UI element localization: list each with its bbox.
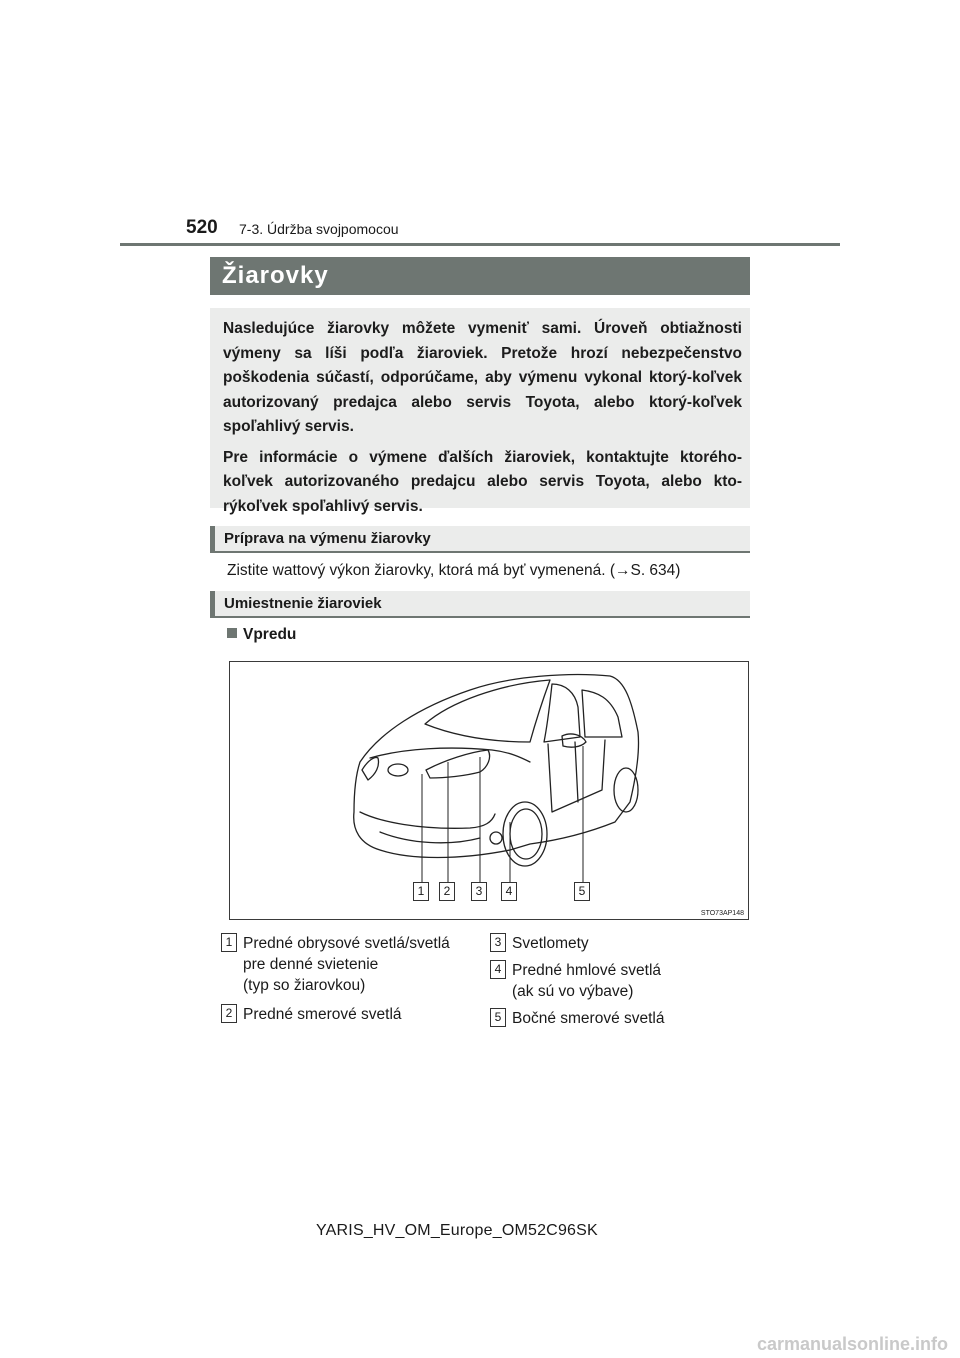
callout-3: 3 <box>471 882 487 901</box>
car-body-outline <box>354 675 639 858</box>
car-rear-wheel <box>614 768 638 812</box>
callout-2: 2 <box>439 882 455 901</box>
front-heading <box>227 626 296 644</box>
legend-text-line: Predné hmlové svetlá <box>512 962 662 979</box>
front-heading-label: Vpredu <box>243 626 297 643</box>
legend-number: 3 <box>490 933 506 952</box>
intro-box <box>210 308 750 515</box>
legend-text-line: Bočné smerové svetlá <box>512 1010 665 1027</box>
legend-item-3 <box>490 933 750 957</box>
intro-paragraph-2: Pre informácie o výmene ďalších žiaroviek, kontaktujte ktorého-koľvek autorizovaného predajcu alebo servis Toyota, alebo kto-rýkoľvek spoľahlivý servis. <box>223 448 742 515</box>
document-footer: YARIS_HV_OM_Europe_OM52C96SK <box>316 1222 598 1239</box>
callout-1: 1 <box>413 882 429 901</box>
car-figure <box>229 661 749 920</box>
car-side-window-front <box>544 684 580 742</box>
car-left-headlight <box>362 758 379 781</box>
intro-paragraph-1: Nasledujúce žiarovky môžete vymeniť sami. Úroveň obtiažnosti výmeny sa líši podľa žiaroviek. Pretože hrozí nebezpečenstvo poškodenia súčastí, odporúčame, aby výmenu vykonal ktorý-koľvek autorizovaný predajca alebo servis Toyota, alebo ktorý-koľvek spoľahlivý servis. <box>223 320 742 435</box>
prep-text: Zistite wattový výkon žiarovky, ktorá má byť vymenená. (→S. 634) <box>227 562 681 579</box>
legend-text-line: (ak sú vo výbave) <box>512 983 634 1000</box>
legend-item-4 <box>490 960 750 1006</box>
section-label: 7-3. Údržba svojpomocou <box>239 221 399 237</box>
watermark: carmanualsonline.info <box>756 1334 948 1354</box>
page-number: 520 <box>186 217 218 238</box>
legend-number: 5 <box>490 1008 506 1027</box>
legend-text-line: Predné smerové svetlá <box>243 1006 402 1023</box>
car-emblem <box>388 764 408 776</box>
legend-item-1 <box>221 933 481 1003</box>
car-side-window-rear <box>582 690 622 737</box>
legend-number: 1 <box>221 933 237 952</box>
header-divider <box>120 243 840 246</box>
legend-number: 2 <box>221 1004 237 1023</box>
figure-code: STO73AP148 <box>700 910 744 917</box>
location-heading: Umiestnenie žiaroviek <box>210 591 750 618</box>
car-mirror <box>562 734 586 747</box>
legend-text-line: Predné obrysové svetlá/svetlá <box>243 935 450 952</box>
callout-4: 4 <box>501 882 517 901</box>
car-lower-grille <box>380 832 480 843</box>
car-windshield <box>425 680 550 742</box>
legend-number: 4 <box>490 960 506 979</box>
car-front-grille <box>360 812 495 828</box>
prep-heading: Príprava na výmenu žiarovky <box>210 526 750 553</box>
legend-item-2 <box>221 1004 481 1028</box>
legend-text-line: Svetlomety <box>512 935 589 952</box>
page-title: Žiarovky <box>210 257 750 295</box>
callout-5: 5 <box>574 882 590 901</box>
car-fog-light <box>490 832 502 844</box>
car-illustration <box>230 662 748 919</box>
legend-item-5 <box>490 1008 750 1032</box>
legend-text-line: (typ so žiarovkou) <box>243 977 366 994</box>
square-bullet-icon <box>227 628 237 638</box>
legend-text-line: pre denné svietenie <box>243 956 379 973</box>
